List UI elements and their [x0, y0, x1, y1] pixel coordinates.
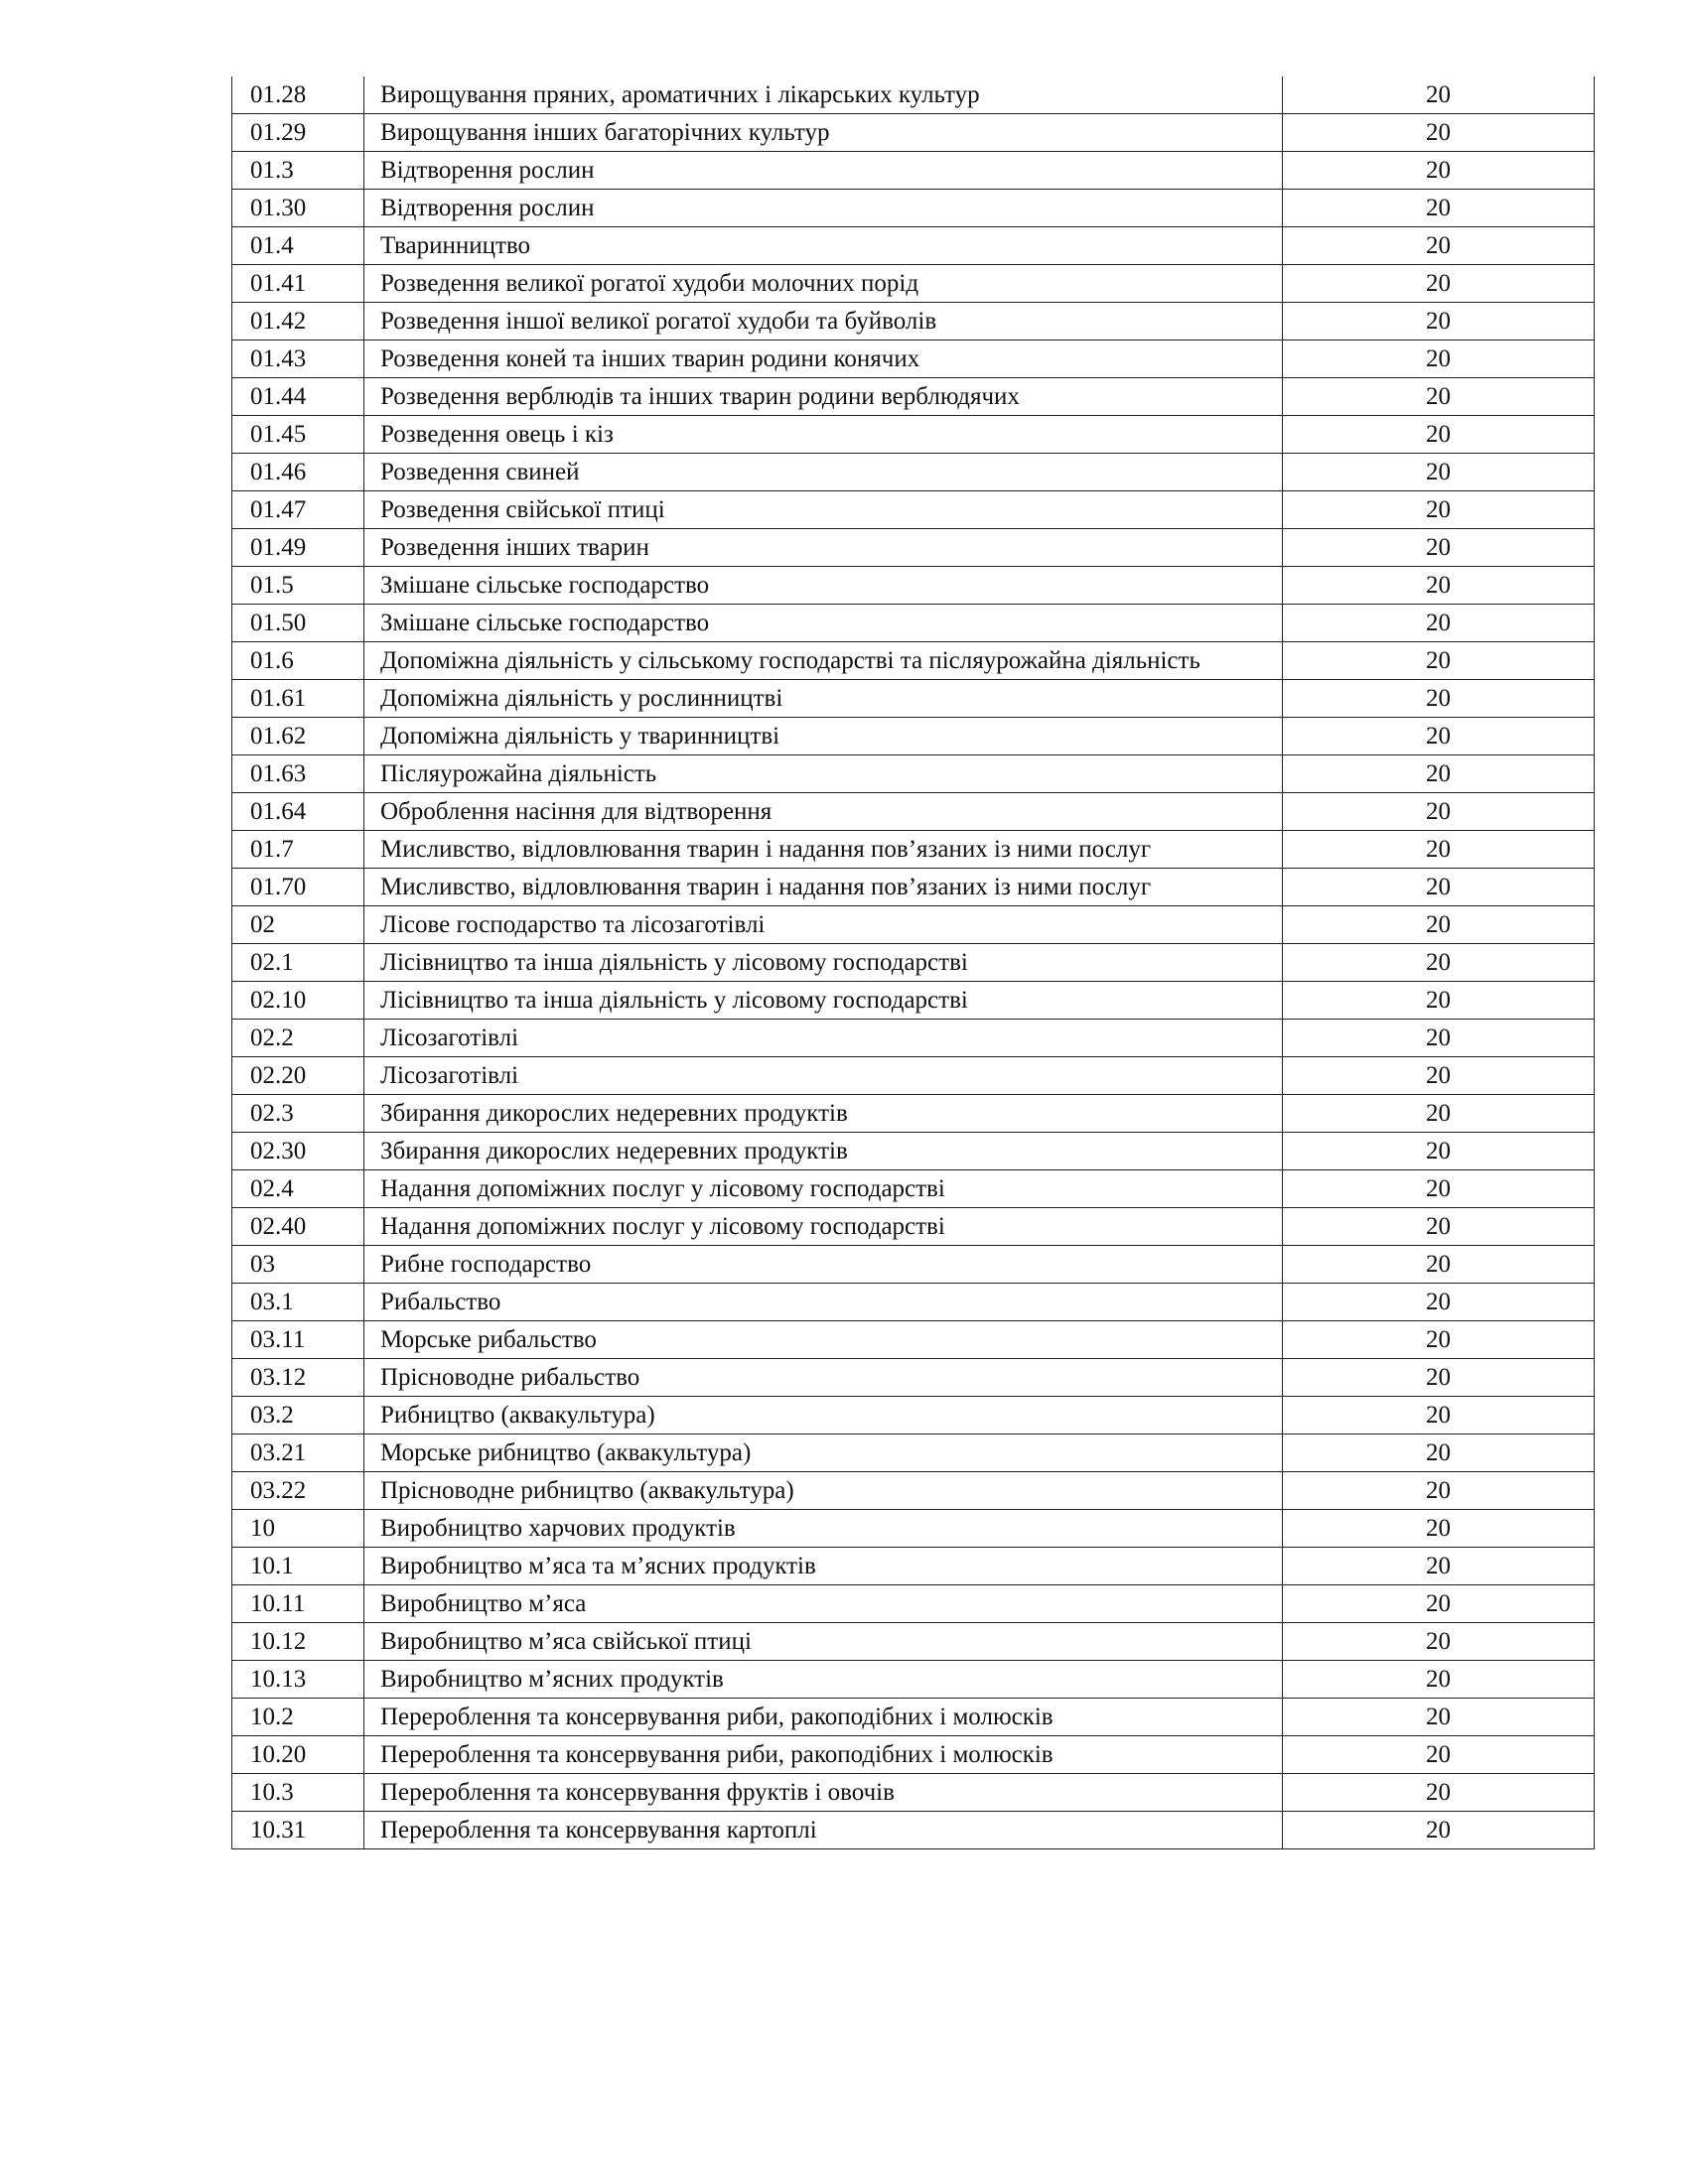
table-row	[232, 642, 1595, 680]
activity-name-cell: Мисливство, відловлювання тварин і надання пов’язаних із ними послуг	[364, 831, 1283, 869]
table-row	[232, 1359, 1595, 1397]
table-row	[232, 1472, 1595, 1510]
activity-code-cell: 03.21	[232, 1434, 364, 1472]
activity-name-cell: Розведення іншої великої рогатої худоби та буйволів	[364, 303, 1283, 341]
value-cell: 20	[1283, 605, 1595, 642]
value-cell: 20	[1283, 1510, 1595, 1548]
activity-code-cell: 10.13	[232, 1661, 364, 1699]
activity-code-cell: 02.10	[232, 982, 364, 1020]
table-row	[232, 529, 1595, 567]
value-cell: 20	[1283, 718, 1595, 755]
table-row	[232, 491, 1595, 529]
table-row	[232, 454, 1595, 491]
activity-name-cell: Допоміжна діяльність у сільському господарстві та післяурожайна діяльність	[364, 642, 1283, 680]
activity-code-cell: 10.1	[232, 1548, 364, 1585]
value-cell: 20	[1283, 265, 1595, 303]
activity-name-cell: Змішане сільське господарство	[364, 605, 1283, 642]
activity-code-cell: 10.3	[232, 1774, 364, 1812]
activity-code-cell: 02.30	[232, 1133, 364, 1170]
value-cell: 20	[1283, 1472, 1595, 1510]
activity-name-cell: Вирощування інших багаторічних культур	[364, 114, 1283, 152]
activity-code-cell: 02.1	[232, 944, 364, 982]
activity-code-cell: 10	[232, 1510, 364, 1548]
activity-name-cell: Оброблення насіння для відтворення	[364, 793, 1283, 831]
activity-name-cell: Відтворення рослин	[364, 190, 1283, 227]
activity-name-cell: Лісівництво та інша діяльність у лісовому господарстві	[364, 944, 1283, 982]
value-cell: 20	[1283, 416, 1595, 454]
value-cell: 20	[1283, 1359, 1595, 1397]
activity-code-cell: 01.62	[232, 718, 364, 755]
value-cell: 20	[1283, 454, 1595, 491]
activity-name-cell: Перероблення та консервування картоплі	[364, 1812, 1283, 1849]
value-cell: 20	[1283, 906, 1595, 944]
table-row	[232, 1170, 1595, 1208]
value-cell: 20	[1283, 303, 1595, 341]
activity-name-cell: Допоміжна діяльність у тваринництві	[364, 718, 1283, 755]
value-cell: 20	[1283, 1774, 1595, 1812]
activity-name-cell: Післяурожайна діяльність	[364, 755, 1283, 793]
table-row	[232, 152, 1595, 190]
activity-code-cell: 01.7	[232, 831, 364, 869]
activity-name-cell: Виробництво м’яса та м’ясних продуктів	[364, 1548, 1283, 1585]
table-row	[232, 416, 1595, 454]
table-row	[232, 680, 1595, 718]
table-row	[232, 1661, 1595, 1699]
value-cell: 20	[1283, 1397, 1595, 1434]
activity-name-cell: Рибне господарство	[364, 1246, 1283, 1284]
table-row	[232, 1321, 1595, 1359]
table-row	[232, 1020, 1595, 1057]
table-row	[232, 76, 1595, 114]
table-row	[232, 831, 1595, 869]
value-cell: 20	[1283, 1020, 1595, 1057]
table-row	[232, 1434, 1595, 1472]
table-row	[232, 1095, 1595, 1133]
activity-name-cell: Мисливство, відловлювання тварин і надання пов’язаних із ними послуг	[364, 869, 1283, 906]
table-row	[232, 1736, 1595, 1774]
table-row	[232, 1623, 1595, 1661]
activity-name-cell: Збирання дикорослих недеревних продуктів	[364, 1095, 1283, 1133]
activity-name-cell: Вирощування пряних, ароматичних і лікарських культур	[364, 76, 1283, 114]
table-row	[232, 1699, 1595, 1736]
table-row	[232, 378, 1595, 416]
table-row	[232, 1774, 1595, 1812]
activity-code-cell: 01.64	[232, 793, 364, 831]
value-cell: 20	[1283, 1284, 1595, 1321]
table-row	[232, 718, 1595, 755]
activity-code-cell: 03	[232, 1246, 364, 1284]
table-row	[232, 1585, 1595, 1623]
activity-code-cell: 10.31	[232, 1812, 364, 1849]
activity-name-cell: Тваринництво	[364, 227, 1283, 265]
activity-name-cell: Розведення свійської птиці	[364, 491, 1283, 529]
activity-name-cell: Виробництво м’яса свійської птиці	[364, 1623, 1283, 1661]
table-row	[232, 1284, 1595, 1321]
activity-code-cell: 03.12	[232, 1359, 364, 1397]
activity-code-cell: 01.43	[232, 341, 364, 378]
value-cell: 20	[1283, 227, 1595, 265]
value-cell: 20	[1283, 1736, 1595, 1774]
activity-name-cell: Лісове господарство та лісозаготівлі	[364, 906, 1283, 944]
activity-name-cell: Перероблення та консервування риби, ракоподібних і молюсків	[364, 1699, 1283, 1736]
activity-name-cell: Рибництво (аквакультура)	[364, 1397, 1283, 1434]
value-cell: 20	[1283, 680, 1595, 718]
activity-name-cell: Лісівництво та інша діяльність у лісовому господарстві	[364, 982, 1283, 1020]
activity-name-cell: Змішане сільське господарство	[364, 567, 1283, 605]
activity-code-cell: 10.12	[232, 1623, 364, 1661]
activity-code-cell: 03.11	[232, 1321, 364, 1359]
activity-name-cell: Прісноводне рибальство	[364, 1359, 1283, 1397]
value-cell: 20	[1283, 378, 1595, 416]
value-cell: 20	[1283, 491, 1595, 529]
activity-name-cell: Прісноводне рибництво (аквакультура)	[364, 1472, 1283, 1510]
activity-name-cell: Перероблення та консервування риби, ракоподібних і молюсків	[364, 1736, 1283, 1774]
activity-code-cell: 01.70	[232, 869, 364, 906]
activity-code-cell: 03.2	[232, 1397, 364, 1434]
table-row	[232, 1246, 1595, 1284]
activity-code-cell: 01.30	[232, 190, 364, 227]
value-cell: 20	[1283, 755, 1595, 793]
table-row	[232, 303, 1595, 341]
activity-name-cell: Надання допоміжних послуг у лісовому господарстві	[364, 1208, 1283, 1246]
activity-code-cell: 10.2	[232, 1699, 364, 1736]
value-cell: 20	[1283, 529, 1595, 567]
activity-name-cell: Відтворення рослин	[364, 152, 1283, 190]
activity-name-cell: Перероблення та консервування фруктів і овочів	[364, 1774, 1283, 1812]
activity-code-cell: 01.47	[232, 491, 364, 529]
activity-code-cell: 03.1	[232, 1284, 364, 1321]
activity-code-cell: 01.44	[232, 378, 364, 416]
table-row	[232, 190, 1595, 227]
value-cell: 20	[1283, 1208, 1595, 1246]
activity-code-cell: 01.63	[232, 755, 364, 793]
activity-code-cell: 03.22	[232, 1472, 364, 1510]
value-cell: 20	[1283, 1170, 1595, 1208]
value-cell: 20	[1283, 152, 1595, 190]
activity-code-cell: 02.4	[232, 1170, 364, 1208]
value-cell: 20	[1283, 1699, 1595, 1736]
table-row	[232, 793, 1595, 831]
activity-name-cell: Збирання дикорослих недеревних продуктів	[364, 1133, 1283, 1170]
activity-code-cell: 01.50	[232, 605, 364, 642]
table-row	[232, 1397, 1595, 1434]
activity-code-cell: 01.46	[232, 454, 364, 491]
activity-name-cell: Розведення верблюдів та інших тварин родини верблюдячих	[364, 378, 1283, 416]
table-row	[232, 567, 1595, 605]
value-cell: 20	[1283, 1095, 1595, 1133]
table-row	[232, 869, 1595, 906]
value-cell: 20	[1283, 1812, 1595, 1849]
activity-name-cell: Лісозаготівлі	[364, 1020, 1283, 1057]
activity-code-cell: 01.61	[232, 680, 364, 718]
activity-name-cell: Виробництво м’ясних продуктів	[364, 1661, 1283, 1699]
activity-name-cell: Розведення інших тварин	[364, 529, 1283, 567]
value-cell: 20	[1283, 831, 1595, 869]
value-cell: 20	[1283, 1661, 1595, 1699]
activity-code-cell: 02.2	[232, 1020, 364, 1057]
value-cell: 20	[1283, 1548, 1595, 1585]
activity-code-cell: 01.41	[232, 265, 364, 303]
table-row	[232, 1510, 1595, 1548]
value-cell: 20	[1283, 1434, 1595, 1472]
activity-code-cell: 02.20	[232, 1057, 364, 1095]
table-row	[232, 605, 1595, 642]
activity-code-cell: 01.6	[232, 642, 364, 680]
value-cell: 20	[1283, 114, 1595, 152]
activity-code-cell: 10.11	[232, 1585, 364, 1623]
table-row	[232, 114, 1595, 152]
table-row	[232, 341, 1595, 378]
table-row	[232, 1057, 1595, 1095]
activity-name-cell: Морське рибництво (аквакультура)	[364, 1434, 1283, 1472]
value-cell: 20	[1283, 1321, 1595, 1359]
activity-name-cell: Морське рибальство	[364, 1321, 1283, 1359]
value-cell: 20	[1283, 1585, 1595, 1623]
table-body	[232, 76, 1595, 1849]
activity-code-cell: 02.40	[232, 1208, 364, 1246]
activity-name-cell: Розведення великої рогатої худоби молочних порід	[364, 265, 1283, 303]
value-cell: 20	[1283, 944, 1595, 982]
table-row	[232, 1548, 1595, 1585]
value-cell: 20	[1283, 793, 1595, 831]
table-row	[232, 944, 1595, 982]
activity-name-cell: Допоміжна діяльність у рослинництві	[364, 680, 1283, 718]
activity-name-cell: Рибальство	[364, 1284, 1283, 1321]
activity-codes-table	[231, 76, 1595, 1849]
activity-code-cell: 10.20	[232, 1736, 364, 1774]
activity-name-cell: Лісозаготівлі	[364, 1057, 1283, 1095]
value-cell: 20	[1283, 869, 1595, 906]
value-cell: 20	[1283, 1133, 1595, 1170]
activity-code-cell: 02.3	[232, 1095, 364, 1133]
activity-name-cell: Виробництво харчових продуктів	[364, 1510, 1283, 1548]
activity-code-cell: 01.29	[232, 114, 364, 152]
activity-name-cell: Розведення свиней	[364, 454, 1283, 491]
activity-name-cell: Розведення овець і кіз	[364, 416, 1283, 454]
activity-name-cell: Надання допоміжних послуг у лісовому господарстві	[364, 1170, 1283, 1208]
table-row	[232, 1133, 1595, 1170]
value-cell: 20	[1283, 341, 1595, 378]
activity-code-cell: 01.42	[232, 303, 364, 341]
activity-code-cell: 01.3	[232, 152, 364, 190]
table-row	[232, 1208, 1595, 1246]
activity-code-cell: 01.4	[232, 227, 364, 265]
activity-code-cell: 01.45	[232, 416, 364, 454]
activity-name-cell: Розведення коней та інших тварин родини конячих	[364, 341, 1283, 378]
value-cell: 20	[1283, 1057, 1595, 1095]
activity-code-cell: 01.28	[232, 76, 364, 114]
activity-code-cell: 01.5	[232, 567, 364, 605]
activity-name-cell: Виробництво м’яса	[364, 1585, 1283, 1623]
value-cell: 20	[1283, 76, 1595, 114]
table-row	[232, 1812, 1595, 1849]
value-cell: 20	[1283, 642, 1595, 680]
value-cell: 20	[1283, 190, 1595, 227]
table-row	[232, 906, 1595, 944]
table-row	[232, 227, 1595, 265]
table-row	[232, 265, 1595, 303]
activity-code-cell: 01.49	[232, 529, 364, 567]
table-row	[232, 982, 1595, 1020]
value-cell: 20	[1283, 1623, 1595, 1661]
value-cell: 20	[1283, 982, 1595, 1020]
value-cell: 20	[1283, 567, 1595, 605]
table-row	[232, 755, 1595, 793]
activity-code-cell: 02	[232, 906, 364, 944]
value-cell: 20	[1283, 1246, 1595, 1284]
